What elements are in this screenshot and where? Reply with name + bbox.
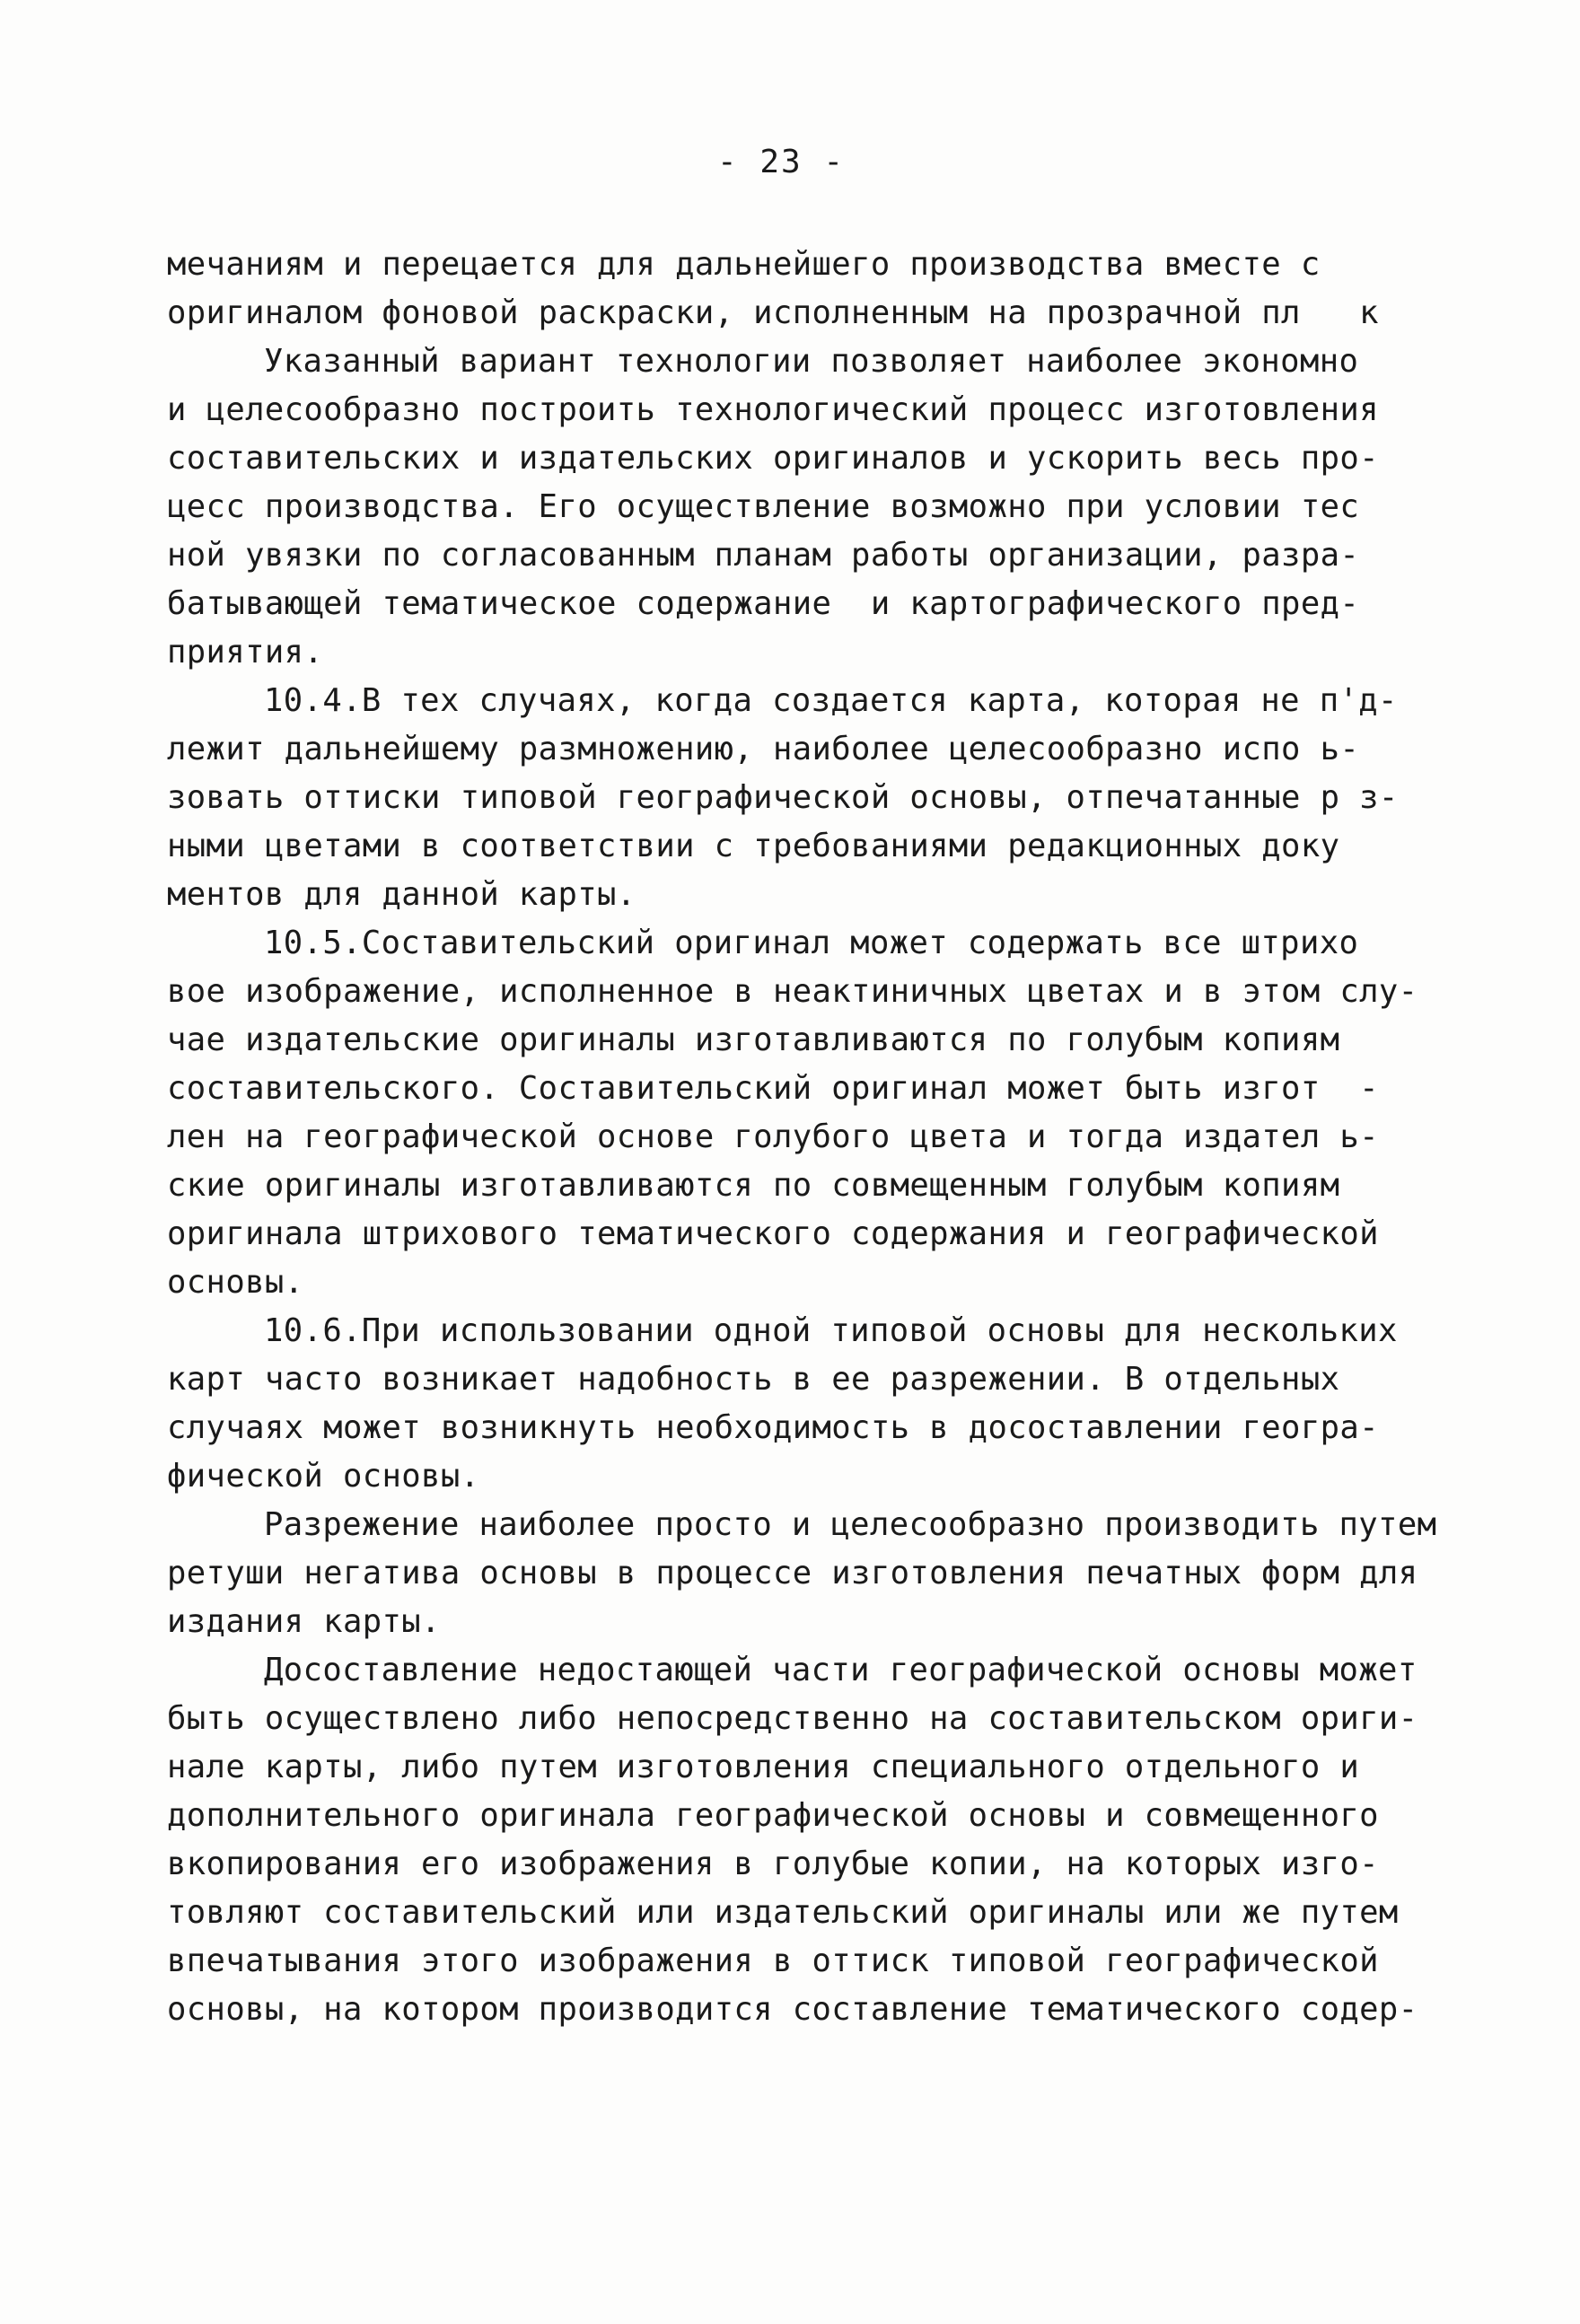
text-line: быть осуществлено либо непосредственно на составительском ориги- <box>167 1700 1418 1737</box>
text-line: основы. <box>167 1264 304 1301</box>
text-line: цесс производства. Его осуществление возможно при условии тес <box>167 488 1360 525</box>
text-line: составительских и издательских оригиналов и ускорить весь про- <box>167 440 1379 477</box>
text-line: ной увязки по согласованным планам работы организации, разра- <box>167 537 1360 574</box>
text-line: мечаниям и перецается для дальнейшего производства вместе с <box>167 246 1321 283</box>
text-line: впечатывания этого изображения в оттиск типовой географической <box>167 1943 1379 1979</box>
section-10-4-line: 10.4.В тех случаях, когда создается карта, которая не п'д- <box>264 682 1398 719</box>
text-line: фической основы. <box>167 1458 480 1495</box>
text-line: случаях может возникнуть необходимость в досоставлении геогра- <box>167 1409 1379 1446</box>
page-number: - 23 - <box>716 144 846 180</box>
text-line: карт часто возникает надобность в ее разрежении. В отдельных <box>167 1361 1340 1398</box>
body-text <box>167 241 1442 2034</box>
paragraph-start-line: Досоставление недостающей части географической основы может <box>264 1652 1418 1688</box>
text-line: издания карты. <box>167 1603 441 1640</box>
text-line: основы, на котором производится составление тематического содер- <box>167 1991 1418 2028</box>
text-line: ские оригиналы изготавливаются по совмещенным голубым копиям <box>167 1167 1340 1204</box>
text-line: дополнительного оригинала географической основы и совмещенного <box>167 1797 1379 1834</box>
text-line: ретуши негатива основы в процессе изготовления печатных форм для <box>167 1555 1418 1592</box>
text-line: чае издательские оригиналы изготавливаются по голубым копиям <box>167 1022 1340 1058</box>
text-line: батывающей тематическое содержание и картографического пред- <box>167 585 1360 622</box>
paragraph-start-line: Указанный вариант технологии позволяет наиболее экономно <box>264 343 1359 380</box>
text-line: составительского. Составительский оригинал может быть изгот - <box>167 1070 1379 1107</box>
text-line: товляют составительский или издательский оригиналы или же путем <box>167 1894 1399 1931</box>
text-line: и целесообразно построить технологический процесс изготовления <box>167 391 1379 428</box>
section-10-6-line: 10.6.При использовании одной типовой основы для нескольких <box>264 1312 1398 1349</box>
text-line: лен на географической основе голубого цвета и тогда издател ь- <box>167 1118 1379 1155</box>
text-line: оригиналом фоновой раскраски, исполненным на прозрачной пл к <box>167 294 1379 331</box>
text-line: приятия. <box>167 634 324 671</box>
text-line: вкопирования его изображения в голубые копии, на которых изго- <box>167 1846 1379 1882</box>
paragraph-start-line: Разрежение наиболее просто и целесообразно производить путем <box>264 1506 1437 1543</box>
text-line: оригинала штрихового тематического содержания и географической <box>167 1215 1379 1252</box>
text-line: нале карты, либо путем изготовления специального отдельного и <box>167 1749 1360 1785</box>
text-line: ментов для данной карты. <box>167 876 636 913</box>
text-line: зовать оттиски типовой географической основы, отпечатанные р з- <box>167 779 1399 816</box>
section-10-5-line: 10.5.Составительский оригинал может содержать все штрихо <box>264 925 1359 961</box>
text-line: вое изображение, исполненное в неактиничных цветах и в этом слу- <box>167 973 1418 1010</box>
text-line: лежит дальнейшему размножению, наиболее целесообразно испо ь- <box>167 731 1360 767</box>
text-line: ными цветами в соответствии с требованиями редакционных доку <box>167 828 1340 864</box>
